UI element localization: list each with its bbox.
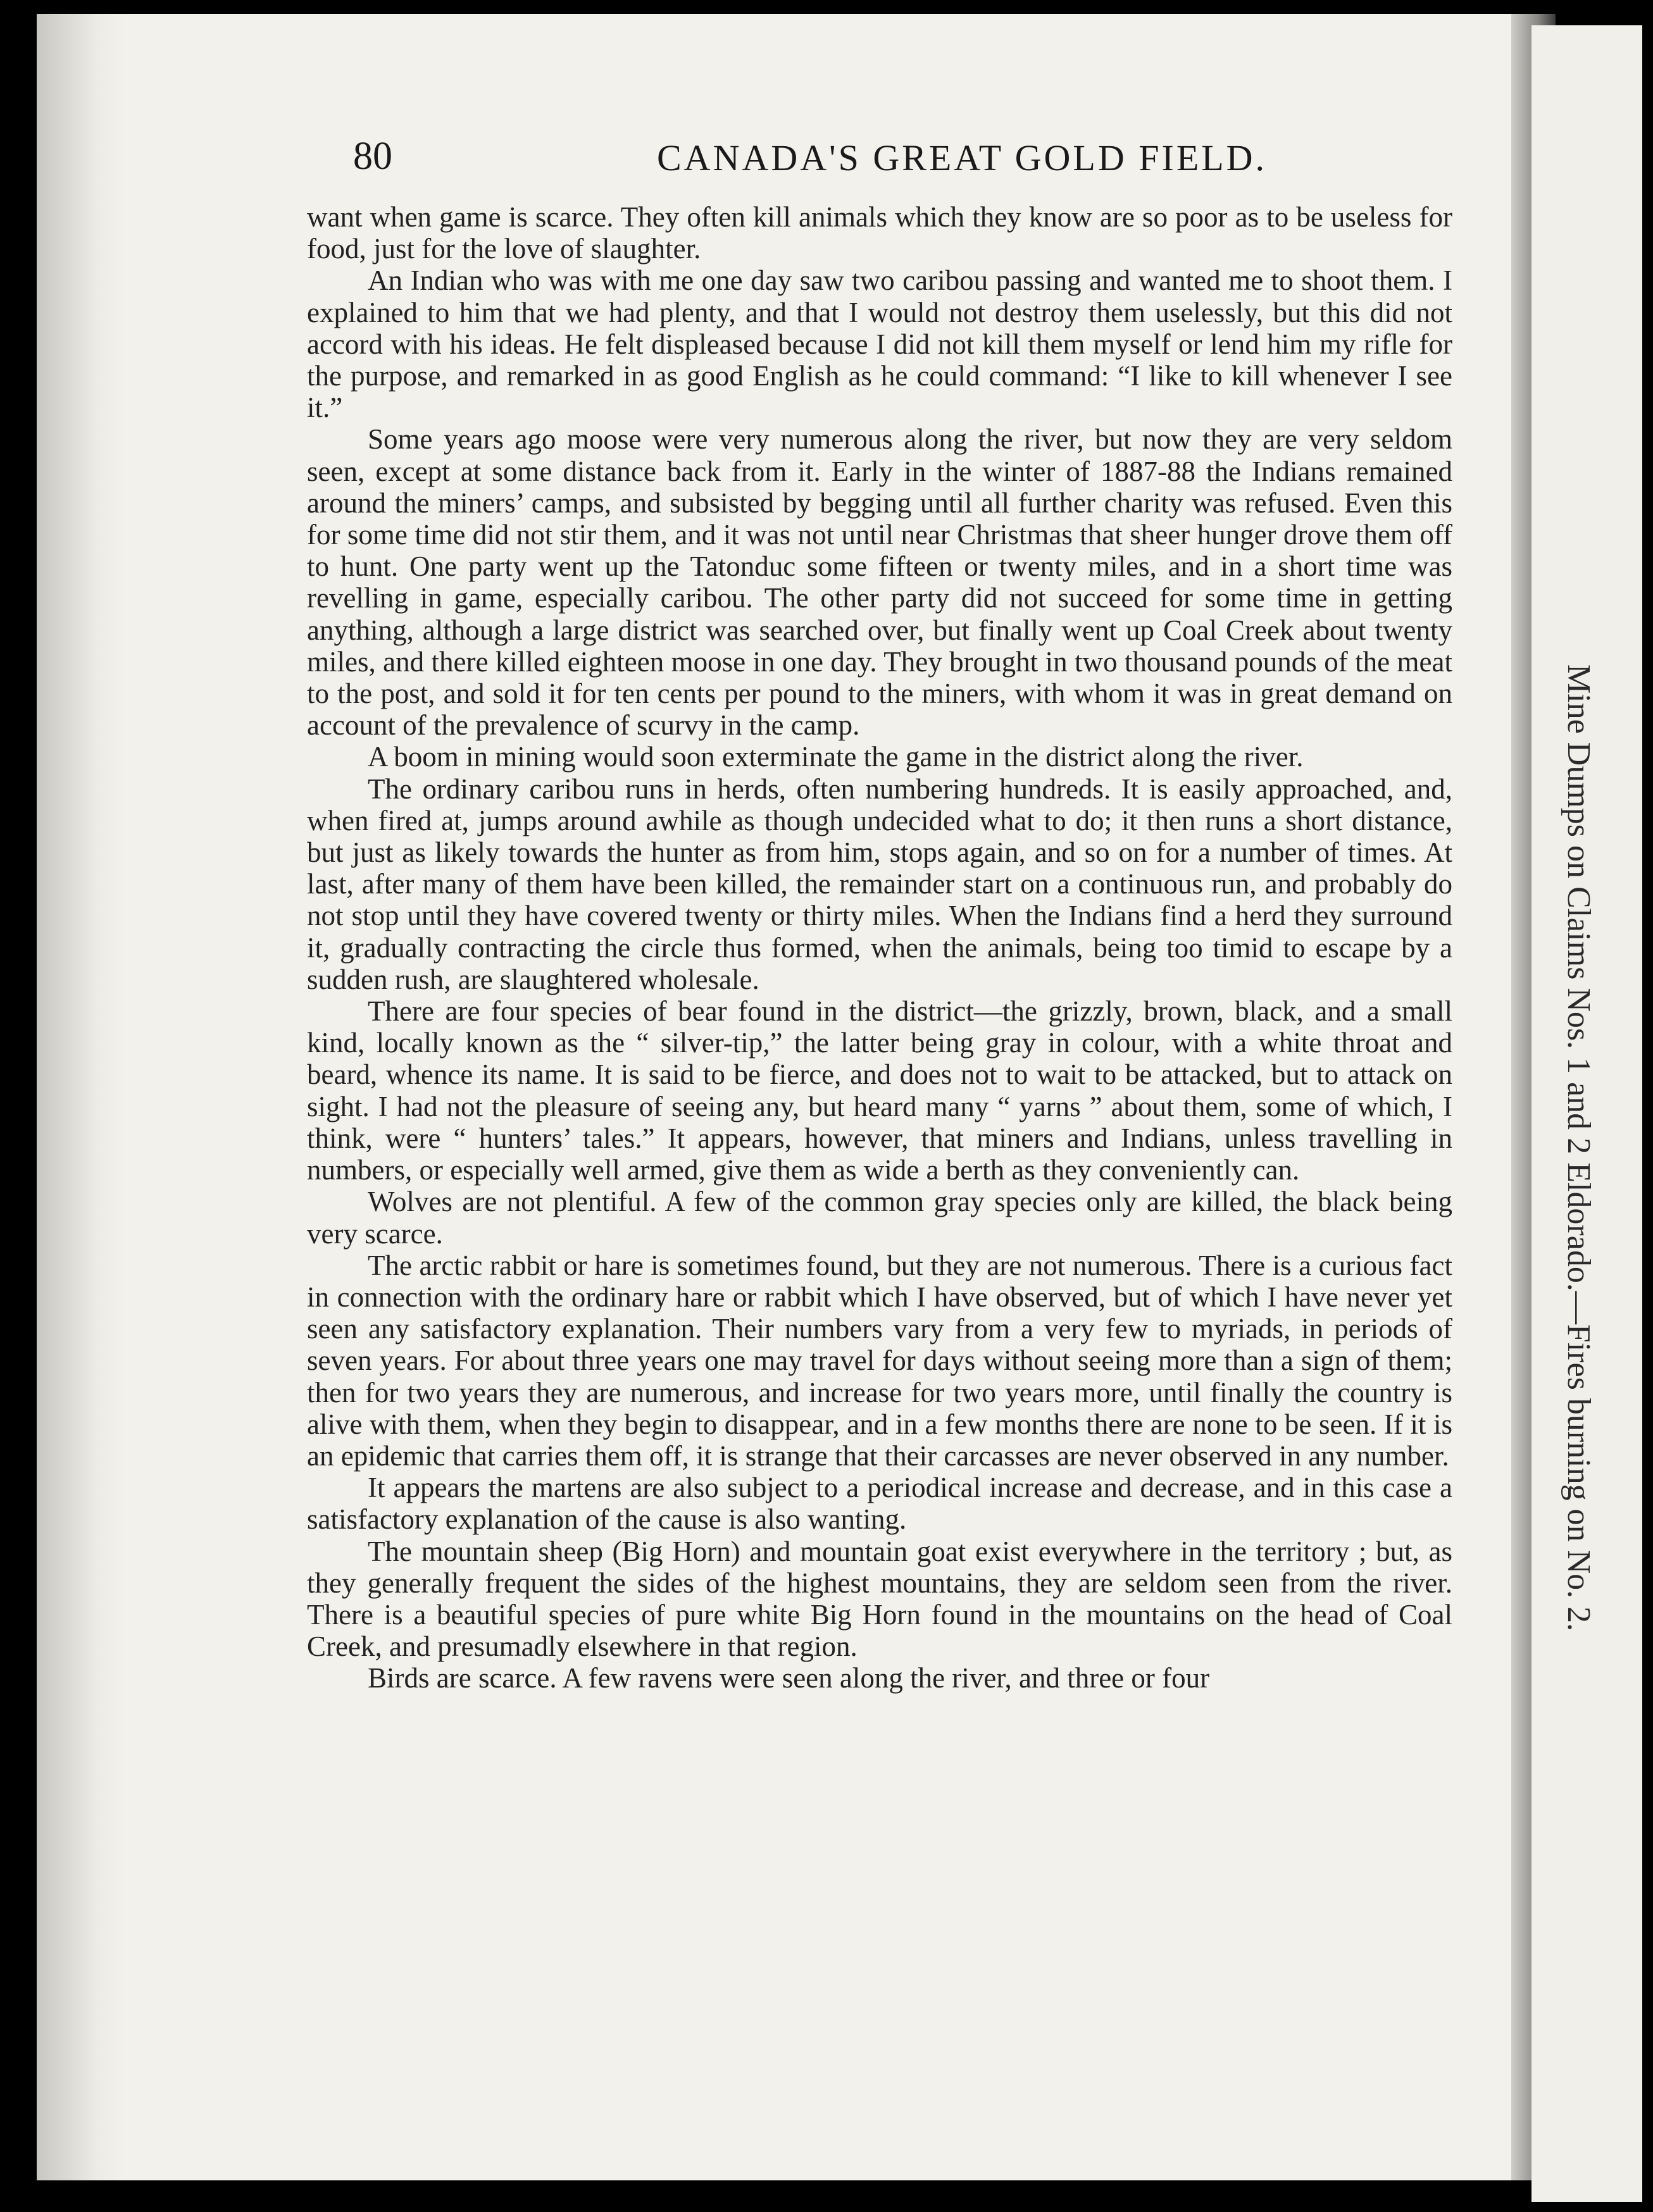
page-header	[315, 128, 1492, 185]
paragraph: want when game is scarce. They often kill animals which they know are so poor as to be useless for food, just for the love of slaughter.	[307, 201, 1452, 265]
paragraph: Some years ago moose were very numerous along the river, but now they are very seldom seen, except at some distance back from it. Early in the winter of 1887-88 the Indians remained around the miners’ camps, and subsisted by begging until all further charity was refused. Even this for some time did not stir them, and it was not until near Christmas that sheer hunger drove them off to hunt. One party went up the Tatonduc some fifteen or twenty miles, and in a short time was revelling in game, especially caribou. The other party did not succeed for some time in getting anything, although a large district was searched over, but finally went up Coal Creek about twenty miles, and there killed eighteen moose in one day. They brought in two thousand pounds of the meat to the post, and sold it for ten cents per pound to the miners, with whom it was in great demand on account of the prevalence of scurvy in the camp.	[307, 423, 1452, 742]
paragraph: The arctic rabbit or hare is sometimes found, but they are not numerous. There is a curious fact in connection with the ordinary hare or rabbit which I have observed, but of which I have never yet seen any satisfactory explanation. Their numbers vary from a very few to myriads, in periods of seven years. For about three years one may travel for days without seeing more than a sign of them; then for two years they are numerous, and increase for two years more, until finally the country is alive with them, when they begin to disappear, and in a few months there are none to be seen. If it is an epidemic that carries them off, it is strange that their carcasses are never observed in any number.	[307, 1249, 1452, 1472]
paragraph: Wolves are not plentiful. A few of the common gray species only are killed, the black being very scarce.	[307, 1186, 1452, 1250]
paragraph: There are four species of bear found in the district—the grizzly, brown, black, and a small kind, locally known as the “ silver-tip,” the latter being gray in colour, with a white throat and beard, whence its name. It is said to be fierce, and does not to wait to be attacked, but to attack on sight. I had not the pleasure of seeing any, but heard many “ yarns ” about them, some of which, I think, were “ hunters’ tales.” It appears, however, that miners and Indians, unless travelling in numbers, or especially well armed, give them as wide a berth as they conveniently can.	[307, 995, 1452, 1186]
body-text	[307, 201, 1452, 1694]
paragraph: The ordinary caribou runs in herds, often numbering hundreds. It is easily approached, and, when fired at, jumps around awhile as though undecided what to do; it then runs a short distance, but just as likely towards the hunter as from him, stops again, and so on for a number of times. At last, after many of them have been killed, the remainder start on a continuous run, and probably do not stop until they have covered twenty or thirty miles. When the Indians find a herd they surround it, gradually contracting the circle thus formed, when the animals, being too timid to escape by a sudden rush, are slaughtered wholesale.	[307, 773, 1452, 995]
paragraph: The mountain sheep (Big Horn) and mountain goat exist everywhere in the territory ; but, as they generally frequent the sides of the highest mountains, they are seldom seen from the river. There is a beautiful species of pure white Big Horn found in the mountains on the head of Coal Creek, and presumadly elsewhere in that region.	[307, 1535, 1452, 1663]
paragraph: Birds are scarce. A few ravens were seen along the river, and three or four	[368, 1662, 1210, 1694]
running-title: CANADA'S GREAT GOLD FIELD.	[657, 137, 1268, 178]
paragraph: It appears the martens are also subject to a periodical increase and decrease, and in this case a satisfactory explanation of the cause is also wanting.	[307, 1472, 1452, 1536]
paragraph: An Indian who was with me one day saw two caribou passing and wanted me to shoot them. I explained to him that we had plenty, and that I would not destroy them uselessly, but this did not accord with his ideas. He felt displeased because I did not kill them myself or lend him my rifle for the purpose, and remarked in as good English as he could command: “I like to kill whenever I see it.”	[307, 264, 1452, 424]
plate-caption-text: Mine Dumps on Claims Nos. 1 and 2 Eldorado.—Fires burning on No. 2.	[1561, 664, 1597, 1632]
page-shadow-left	[37, 14, 125, 2180]
page-number: 80	[353, 135, 392, 178]
plate-caption	[1561, 664, 1602, 1930]
paragraph: A boom in mining would soon exterminate the game in the district along the river.	[368, 741, 1304, 773]
